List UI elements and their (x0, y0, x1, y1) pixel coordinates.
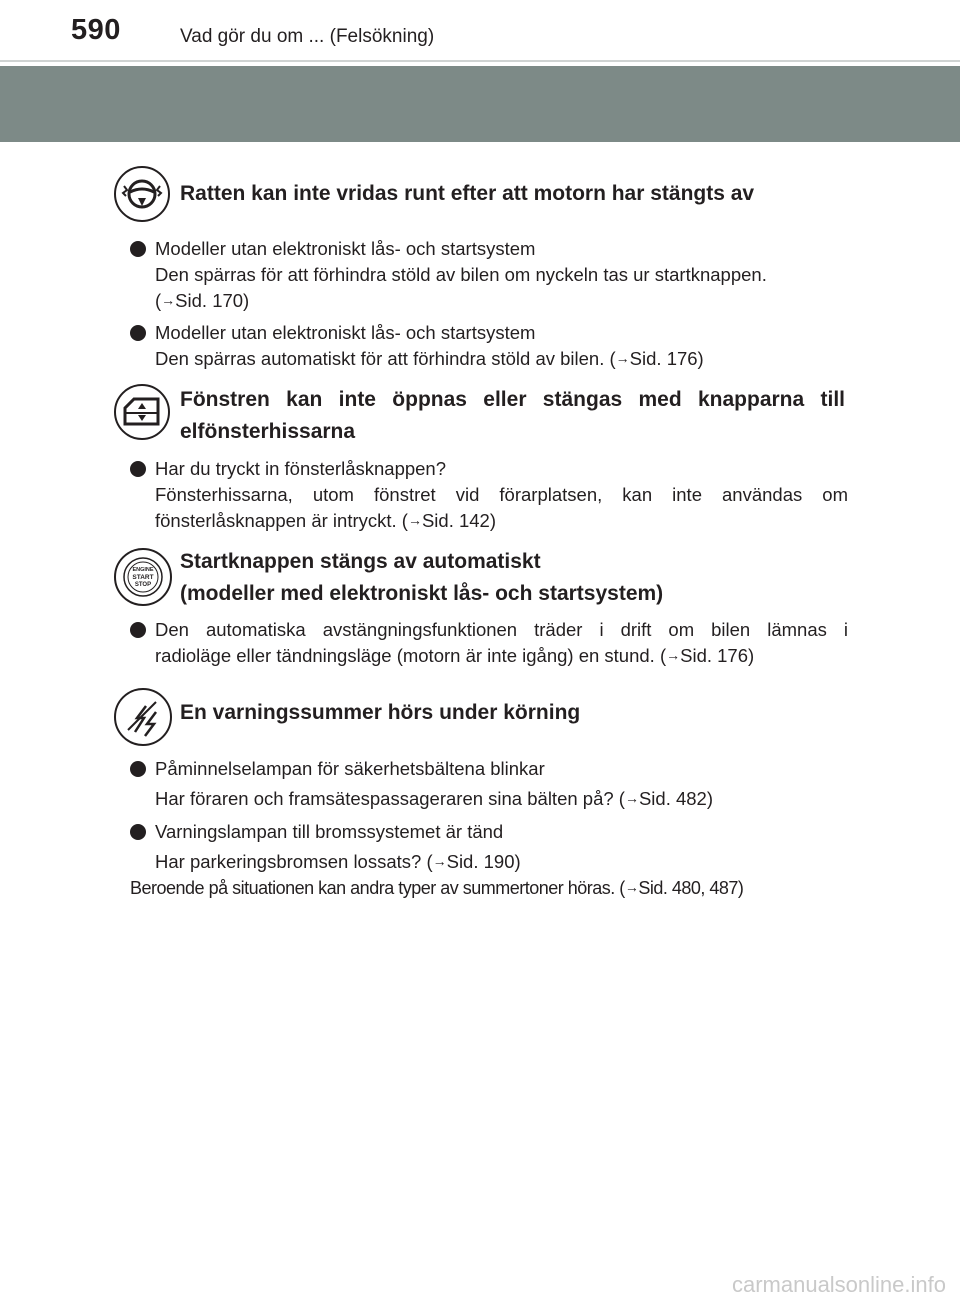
power-window-icon (114, 384, 170, 440)
list-item: Påminnelselampan för säkerhetsbältena blinkar Har föraren och framsätespassageraren sina bälten på? (→Sid. 482) (130, 754, 848, 815)
page-reference: Sid. 142) (421, 510, 496, 531)
page-reference: Sid. 176) (629, 348, 704, 369)
page-number: 590 (71, 14, 121, 46)
arrow-icon: → (666, 647, 681, 663)
list-item: Varningslampan till bromssystemet är tänd Har parkeringsbromsen lossats? (→Sid. 190) (130, 817, 848, 878)
section-title: En varningssummer hörs under körning (180, 701, 581, 724)
watermark: carmanualsonline.info (731, 1272, 946, 1297)
list-item: Den automatiska avstängningsfunktionen träder i drift om bilen lämnas i radioläge eller tändningsläge (motorn är inte igång) en stund. (→Sid. 176) (130, 617, 848, 670)
steering-lock-icon (114, 166, 170, 222)
warning-buzzer-icon (114, 688, 172, 746)
engine-start-stop-icon (114, 548, 172, 606)
page-header (0, 0, 960, 60)
section-title: Ratten kan inte vridas runt efter att motorn har stängts av (180, 182, 755, 205)
arrow-icon: → (407, 512, 422, 528)
header-divider (0, 60, 960, 62)
header-band (0, 66, 960, 142)
page-reference: Sid. 482) (638, 788, 713, 809)
section-title: Startknappen stängs av automatiskt (modeller med elektroniskt lås- och startsystem) (180, 550, 664, 605)
svg-text:START: START (132, 574, 154, 581)
bullet-icon (130, 325, 146, 341)
arrow-icon: → (432, 853, 447, 869)
footnote: Beroende på situationen kan andra typer av summertoner höras. (→Sid. 480, 487) (130, 878, 744, 898)
bullet-icon (130, 824, 146, 840)
arrow-icon: → (615, 350, 630, 366)
header-title: Vad gör du om ... (Felsökning) (180, 26, 435, 47)
page-reference: Sid. 170) (175, 290, 250, 311)
arrow-icon: → (624, 790, 639, 806)
list-item: Modeller utan elektroniskt lås- och startsystem Den spärras för att förhindra stöld av bilen om nyckeln tas ur startknappen. (→Sid. 170) (130, 236, 848, 315)
arrow-icon: → (161, 292, 176, 308)
list-item: Modeller utan elektroniskt lås- och startsystem Den spärras automatiskt för att förhindra stöld av bilen. (→Sid. 176) (130, 320, 848, 373)
bullet-icon (130, 461, 146, 477)
page-reference: Sid. 190) (446, 851, 521, 872)
bullet-icon (130, 622, 146, 638)
arrow-icon: → (624, 879, 639, 895)
list-item: Har du tryckt in fönsterlåsknappen? Fönsterhissarna, utom fönstret vid förarplatsen, kan inte användas om fönsterlåsknappen är intryckt. (→Sid. 142) (130, 456, 848, 535)
page-reference: Sid. 480, 487) (638, 878, 744, 898)
section-title: Fönstren kan inte öppnas eller stängas med knapparna till elfönsterhissarna (180, 388, 845, 443)
svg-text:STOP: STOP (134, 582, 152, 588)
page-reference: Sid. 176) (680, 645, 755, 666)
svg-text:ENGINE: ENGINE (132, 567, 154, 573)
bullet-icon (130, 761, 146, 777)
bullet-icon (130, 241, 146, 257)
